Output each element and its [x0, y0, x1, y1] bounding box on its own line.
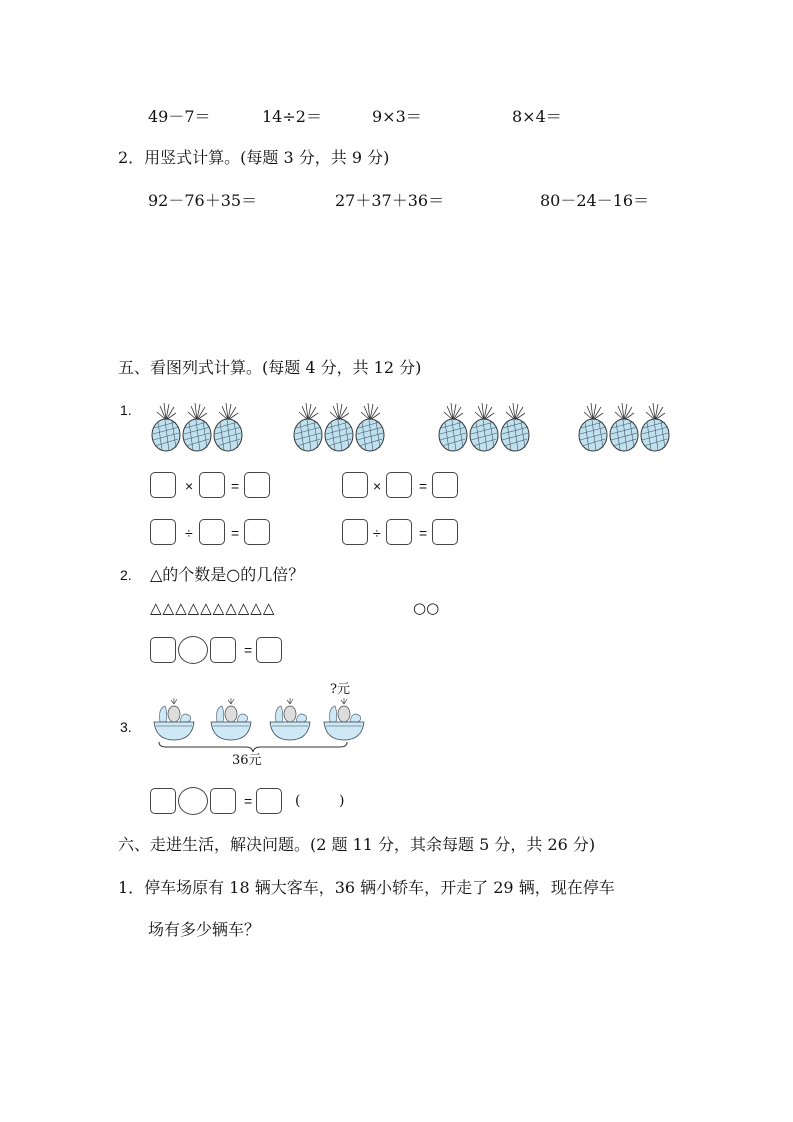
equals-sign: = — [231, 525, 240, 541]
pineapple-icon — [577, 400, 609, 456]
answer-box[interactable] — [150, 519, 176, 545]
problem-number: 1. — [120, 402, 132, 418]
equals-sign: = — [419, 525, 428, 541]
fruit-bowl-icon — [322, 698, 366, 746]
equals-sign: = — [419, 478, 428, 494]
pineapple-icon — [354, 400, 386, 456]
problem-text: 1．停车场原有 18 辆大客车，36 辆小轿车，开走了 29 辆，现在停车 — [118, 878, 615, 897]
answer-box[interactable] — [386, 472, 412, 498]
answer-box[interactable] — [386, 519, 412, 545]
equals-sign: = — [244, 642, 253, 658]
answer-box[interactable] — [244, 472, 270, 498]
oral-item: 9×3＝ — [372, 107, 422, 126]
pineapple-icon — [150, 400, 182, 456]
operator-circle[interactable] — [178, 787, 208, 815]
pineapple-icon — [292, 400, 324, 456]
problem-text: 场有多少辆车？ — [148, 920, 261, 939]
pineapple-icon — [212, 400, 244, 456]
answer-box[interactable] — [210, 788, 236, 814]
answer-box[interactable] — [342, 472, 368, 498]
pineapple-icon — [437, 400, 469, 456]
fruit-bowl-icon — [152, 698, 196, 746]
oral-item: 49－7＝ — [148, 107, 211, 126]
answer-box[interactable] — [199, 472, 225, 498]
unit-paren-close: ) — [339, 793, 345, 809]
oral-item: 8×4＝ — [512, 107, 562, 126]
operator-sign: × — [185, 478, 194, 494]
section-6-title: 六、走进生活，解决问题。(2 题 11 分，其余每题 5 分，共 26 分) — [118, 835, 596, 854]
answer-box[interactable] — [150, 637, 176, 663]
fruit-bowl-icon — [268, 698, 312, 746]
unit-paren-open: ( — [295, 793, 301, 809]
answer-box[interactable] — [432, 519, 458, 545]
triangles: △△△△△△△△△△ — [150, 599, 276, 617]
pineapple-icon — [639, 400, 671, 456]
answer-box[interactable] — [150, 472, 176, 498]
answer-box[interactable] — [210, 637, 236, 663]
operator-circle[interactable] — [178, 636, 208, 664]
answer-box[interactable] — [342, 519, 368, 545]
pineapple-icon — [499, 400, 531, 456]
pineapple-icon — [323, 400, 355, 456]
problem-number: 3. — [120, 719, 132, 735]
circles: ○○ — [413, 599, 440, 617]
equals-sign: = — [231, 478, 240, 494]
answer-box[interactable] — [256, 788, 282, 814]
unknown-price-label: ?元 — [330, 682, 350, 697]
problem-2-question: △的个数是○的几倍？ — [150, 565, 305, 584]
pineapple-icon — [608, 400, 640, 456]
oral-item: 14÷2＝ — [262, 107, 322, 126]
problem-number: 2. — [120, 567, 132, 583]
answer-box[interactable] — [244, 519, 270, 545]
answer-box[interactable] — [150, 788, 176, 814]
operator-sign: × — [373, 478, 382, 494]
operator-sign: ÷ — [185, 525, 193, 541]
answer-box[interactable] — [256, 637, 282, 663]
vertical-calc-item: 92－76＋35＝ — [148, 191, 258, 210]
pineapple-icon — [468, 400, 500, 456]
question-2-title: 2．用竖式计算。(每题 3 分，共 9 分) — [118, 148, 390, 167]
vertical-calc-item: 80－24－16＝ — [540, 191, 650, 210]
equals-sign: = — [244, 793, 253, 809]
answer-box[interactable] — [199, 519, 225, 545]
fruit-bowl-icon — [209, 698, 253, 746]
answer-box[interactable] — [432, 472, 458, 498]
pineapple-icon — [181, 400, 213, 456]
total-price-label: 36元 — [232, 753, 262, 768]
operator-sign: ÷ — [373, 525, 381, 541]
section-5-title: 五、看图列式计算。(每题 4 分，共 12 分) — [118, 358, 422, 377]
vertical-calc-item: 27＋37＋36＝ — [335, 191, 445, 210]
